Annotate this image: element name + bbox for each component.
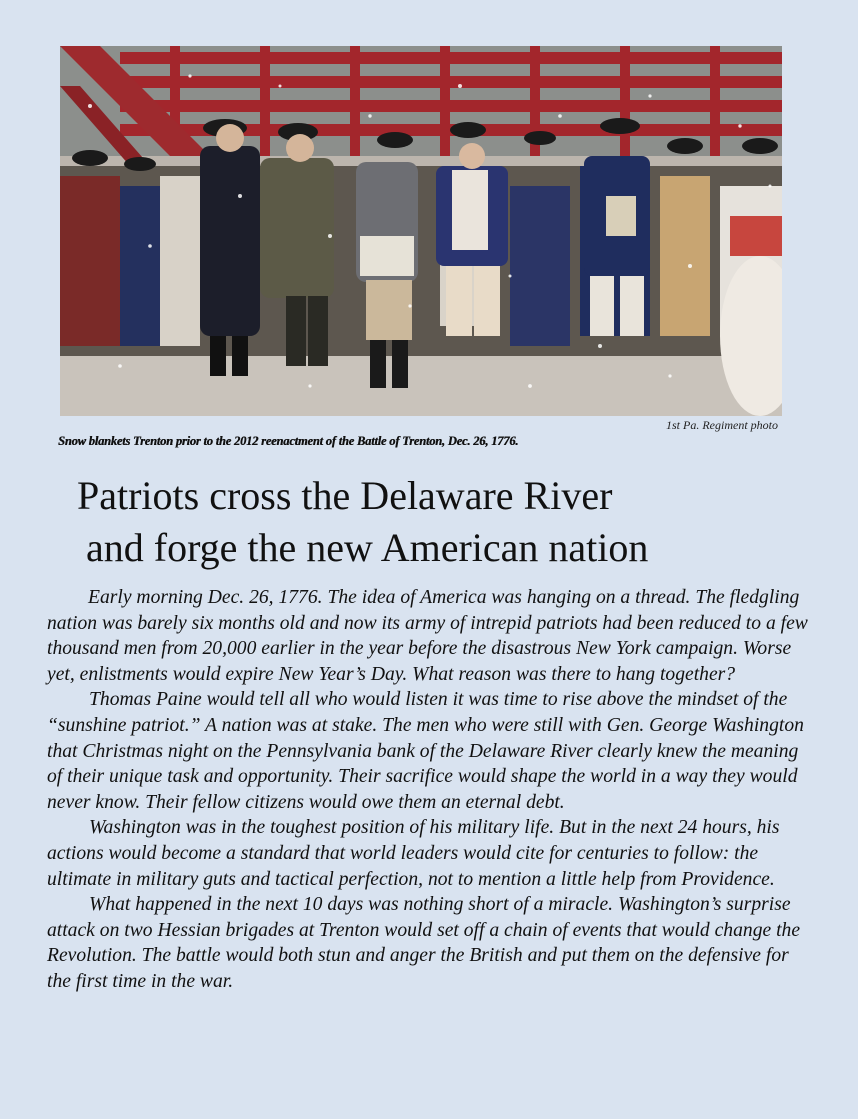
article-paragraph: Early morning Dec. 26, 1776. The idea of America was hanging on a thread. The fledgling nation was barely six months old and now its army of intrepid patriots had been reduced to a few thousand men from 20,000 earlier in the year before the disastrous New York campaign. Worse yet, enlistments would expire New Year’s Day. What reason was there to hang together? (47, 587, 808, 685)
headline-line-2: and forge the new American nation (86, 525, 649, 570)
photo-caption: Snow blankets Trenton prior to the 2012 reenactment of the Battle of Trenton, Dec. 26, 1776. (58, 434, 519, 448)
reenactment-photo (60, 46, 782, 416)
headline (0, 470, 858, 574)
article-paragraph: What happened in the next 10 days was nothing short of a miracle. Washington’s surprise attack on two Hessian brigades at Trenton would set off a chain of events that would change the Revolution. The battle would both stun and anger the British and put them on the defensive for the first time in the war. (47, 894, 801, 992)
headline-line-1: Patriots cross the Delaware River (77, 473, 613, 518)
article-paragraph: Thomas Paine would tell all who would listen it was time to rise above the mindset of the “sunshine patriot.” A nation was at stake. The men who were still with Gen. George Washington that Christmas night on the Pennsylvania bank of the Delaware River clearly knew the meaning of their unique task and opportunity. Their sacrifice would shape the world in a way they would never know. Their fellow citizens would owe them an eternal debt. (47, 689, 804, 813)
photo-credit: 1st Pa. Regiment photo (666, 418, 778, 432)
article-body (47, 585, 817, 995)
article-paragraph: Washington was in the toughest position of his military life. But in the next 24 hours, his actions would become a standard that world leaders would cite for centuries to follow: the ultimate in military guts and tactical perfection, not to mention a little help from Providence. (47, 817, 780, 890)
reenactment-illustration (60, 46, 782, 416)
